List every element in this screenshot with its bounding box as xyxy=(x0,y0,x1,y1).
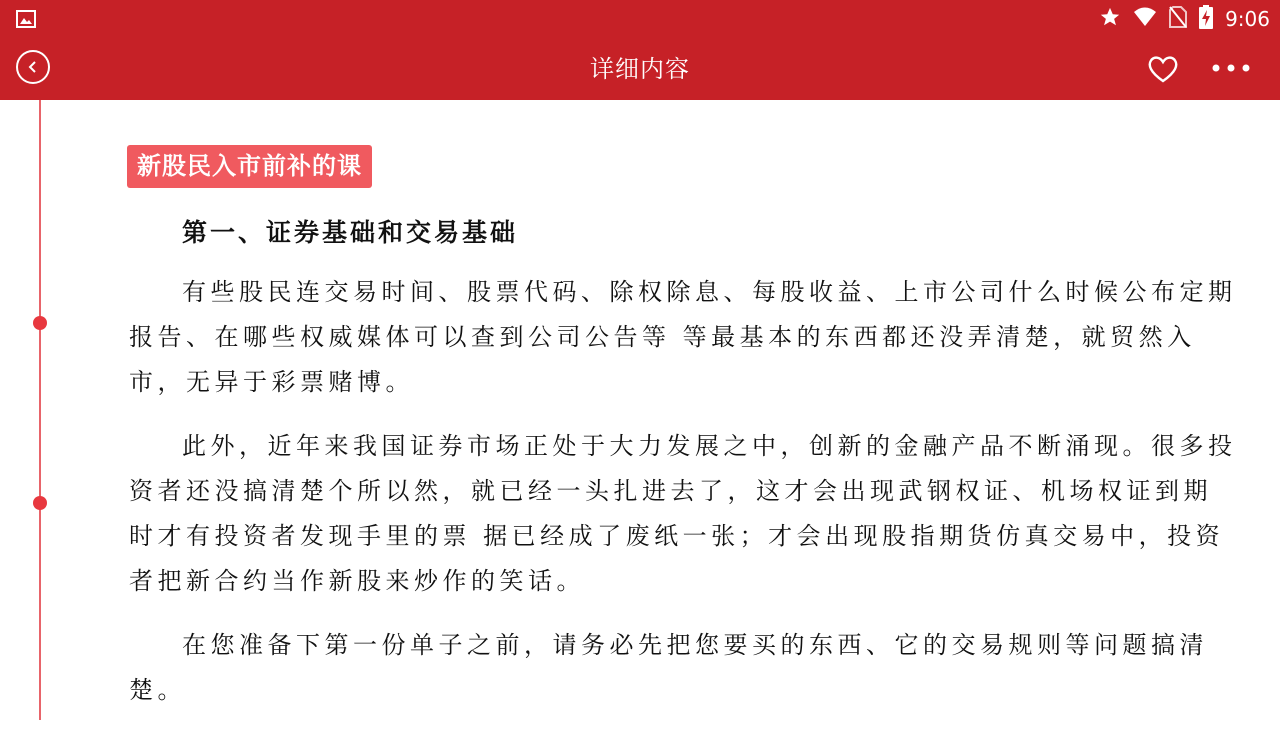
paragraph: 此外，近年来我国证券市场正处于大力发展之中，创新的金融产品不断涌现。很多投资者还没搞清楚个所以然，就已经一头扎进去了，这才会出现武钢权证、机场权证到期时才有投资者发现手里的票 据已经成了废纸一张；才会出现股指期货仿真交易中，投资者把新合约当作新股来炒作的笑话。 xyxy=(129,432,1237,595)
more-icon xyxy=(1210,58,1252,78)
timeline-dot xyxy=(33,496,47,510)
wifi-icon xyxy=(1133,6,1157,32)
paragraph: 有些股民连交易时间、股票代码、除权除息、每股收益、上市公司什么时候公布定期报告、在哪些权威媒体可以查到公司公告等 等最基本的东西都还没弄清楚，就贸然入市，无异于彩票赌博。 xyxy=(129,278,1237,396)
back-button[interactable] xyxy=(16,50,50,84)
paragraph: 在您准备下第一份单子之前，请务必先把您要买的东西、它的交易规则等问题搞清楚。 xyxy=(129,631,1208,704)
favorite-button[interactable] xyxy=(1146,52,1180,86)
image-icon xyxy=(16,9,36,29)
battery-charging-icon xyxy=(1199,5,1213,33)
back-icon xyxy=(26,60,40,74)
article-body xyxy=(129,212,1239,732)
more-button[interactable] xyxy=(1210,58,1252,78)
article-heading: 第一、证券基础和交易基础 xyxy=(182,218,519,247)
clock: 9:06 xyxy=(1225,7,1270,31)
status-bar xyxy=(0,0,1280,38)
timeline-dot xyxy=(33,316,47,330)
app-bar xyxy=(0,38,1280,100)
no-sim-icon xyxy=(1169,6,1187,32)
star-icon xyxy=(1099,6,1121,32)
heart-icon xyxy=(1146,52,1180,86)
timeline-line xyxy=(39,100,41,720)
article-tag: 新股民入市前补的课 xyxy=(127,145,372,188)
page-title: 详细内容 xyxy=(590,55,690,83)
